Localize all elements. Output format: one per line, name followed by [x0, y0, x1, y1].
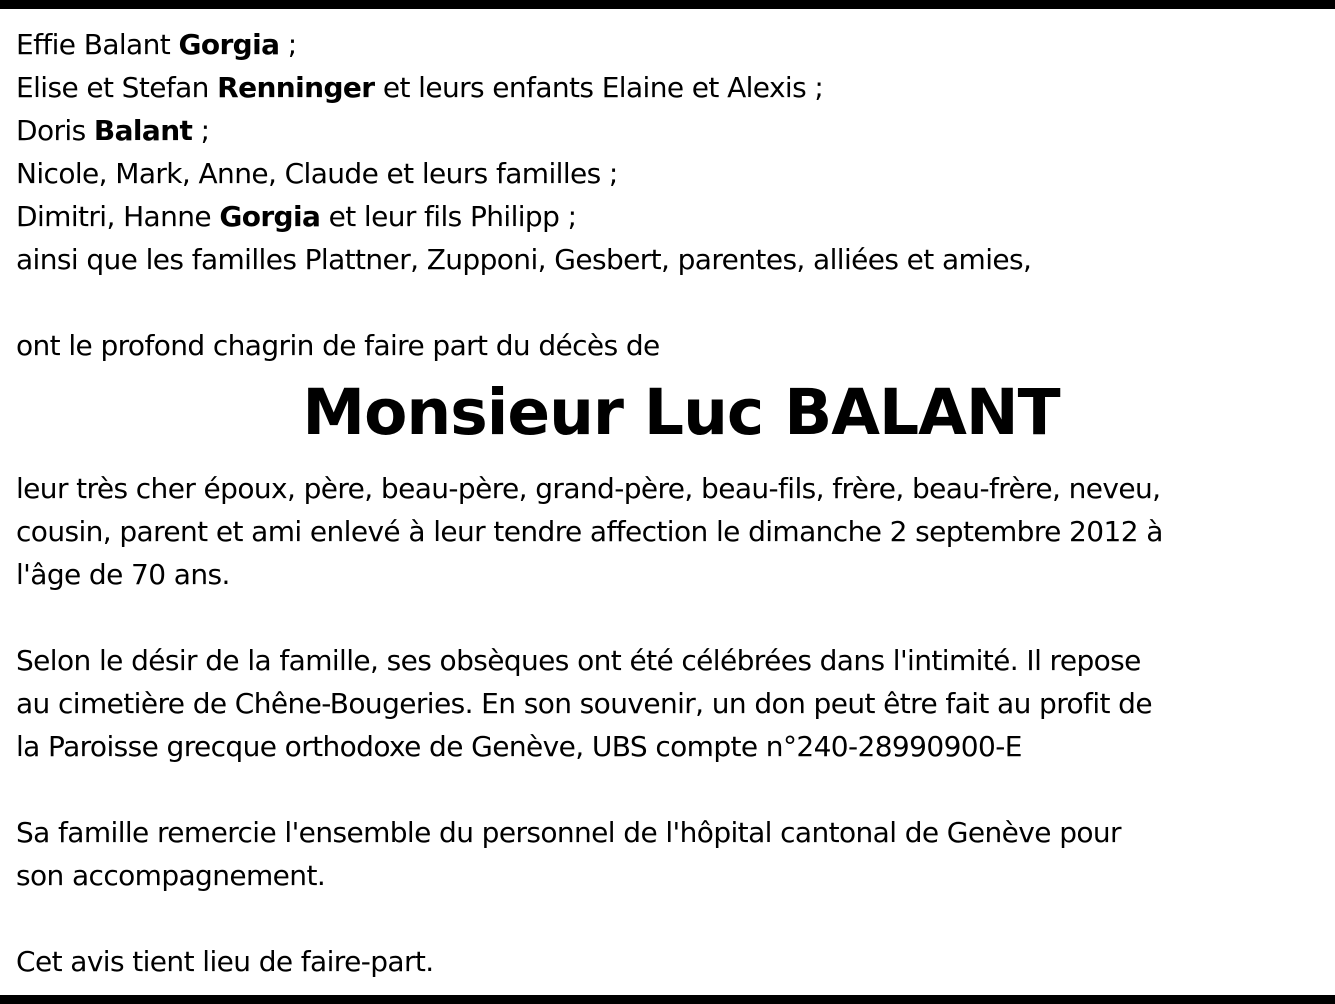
paragraph-line: au cimetière de Chêne-Bougeries. En son souvenir, un don peut être fait au profit de: [16, 687, 1152, 720]
family-suffix: ;: [192, 114, 210, 147]
bottom-border-rule: [0, 995, 1335, 1004]
top-border-rule: [0, 0, 1335, 9]
family-given-names: Nicole, Mark, Anne, Claude et leurs familles ;: [16, 157, 618, 190]
family-line: [16, 23, 1326, 66]
funeral-paragraph: [16, 639, 1326, 768]
paragraph-line: Cet avis tient lieu de faire-part.: [16, 945, 434, 978]
family-surname: Gorgia: [178, 28, 280, 61]
relation-paragraph: [16, 467, 1326, 596]
paragraph-line: Selon le désir de la famille, ses obsèques ont été célébrées dans l'intimité. Il repose: [16, 644, 1141, 677]
family-surname: Renninger: [217, 71, 375, 104]
family-given-names: Doris: [16, 114, 94, 147]
deceased-name: Monsieur Luc BALANT: [302, 376, 1060, 449]
family-given-names: Effie Balant: [16, 28, 179, 61]
family-surname: Balant: [93, 114, 193, 147]
family-suffix: et leur fils Philipp ;: [320, 200, 577, 233]
paragraph-line: Sa famille remercie l'ensemble du personnel de l'hôpital cantonal de Genève pour: [16, 816, 1121, 849]
paragraph-line: leur très cher époux, père, beau-père, grand-père, beau-fils, frère, beau-frère, neveu,: [16, 472, 1161, 505]
spacer: [16, 897, 1326, 940]
spacer: [16, 768, 1326, 811]
family-given-names: ainsi que les familles Plattner, Zupponi, Gesbert, parentes, alliées et amies,: [16, 243, 1032, 276]
obituary-notice: [16, 23, 1326, 983]
family-line: [16, 152, 1326, 195]
thanks-paragraph: [16, 811, 1326, 897]
family-suffix: ;: [279, 28, 297, 61]
paragraph-line: son accompagnement.: [16, 859, 326, 892]
paragraph-line: cousin, parent et ami enlevé à leur tendre affection le dimanche 2 septembre 2012 à: [16, 515, 1163, 548]
family-given-names: Elise et Stefan: [16, 71, 218, 104]
paragraph-line: la Paroisse grecque orthodoxe de Genève, UBS compte n°240-28990900-E: [16, 730, 1022, 763]
family-given-names: Dimitri, Hanne: [16, 200, 220, 233]
family-suffix: et leurs enfants Elaine et Alexis ;: [374, 71, 824, 104]
spacer: [16, 596, 1326, 639]
family-surname: Gorgia: [219, 200, 321, 233]
announcement-text: ont le profond chagrin de faire part du décès de: [16, 329, 660, 362]
family-list: [16, 23, 1326, 281]
family-line: [16, 195, 1326, 238]
paragraph-line: l'âge de 70 ans.: [16, 558, 230, 591]
family-line: [16, 238, 1326, 281]
spacer: [16, 281, 1326, 324]
family-line: [16, 66, 1326, 109]
family-line: [16, 109, 1326, 152]
closing-paragraph: [16, 940, 1326, 983]
